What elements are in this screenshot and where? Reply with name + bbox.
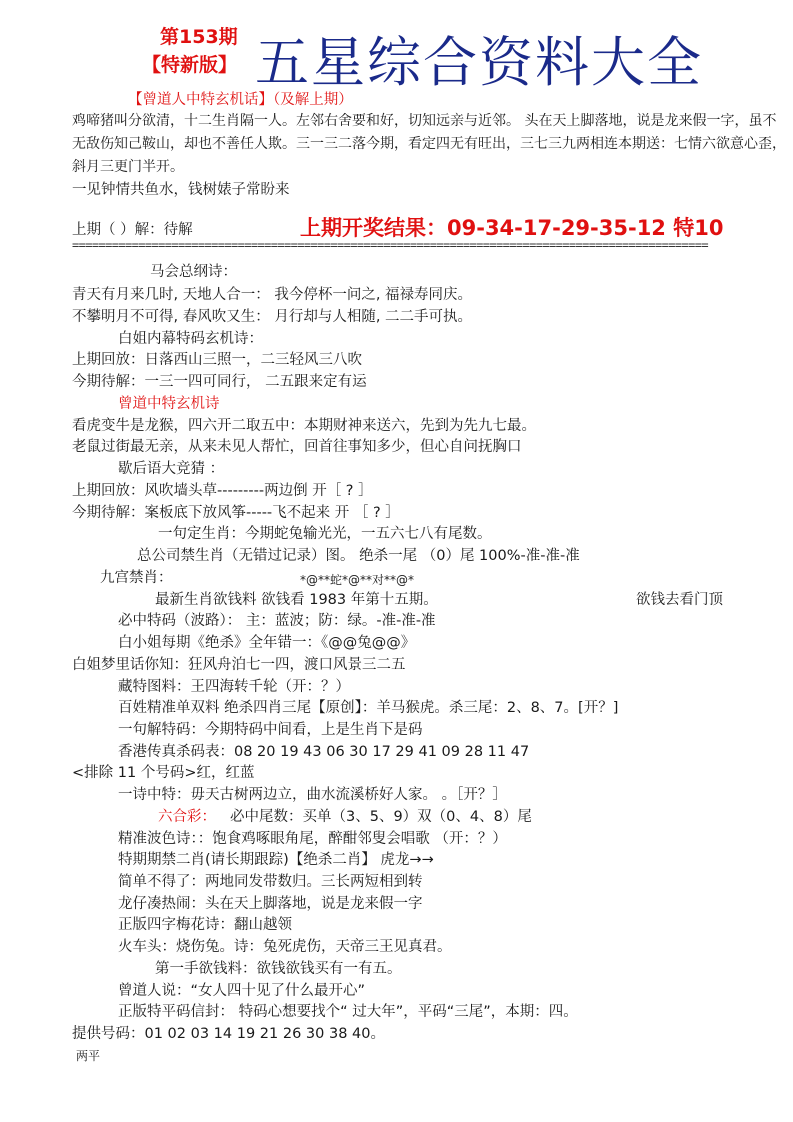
intro-paragraph: 鸡啼猪叫分欲清，十二生肖隔一人。左邻右舍要和好，切知远亲与近邻。 头在天上脚落地，说是龙来假一字，虽不无敌伤知己鞍山，却也不善任人欺。三一三二落今期，看定四无有旺出，三七三九两相连本期送：七情六欲意心歪，斜月三更门半开。 [72,113,786,175]
text-line: *@**蛇*@**对**@* [300,573,415,587]
text-line: 欲钱去看门顶 [636,592,723,608]
text-line: 上期回放：日落西山三照一，二三轻风三八吹 [72,352,362,368]
text-line: 上期回放：风吹墙头草---------两边倒 开［ ? ］ [72,483,373,499]
text-line: 白姐梦里话你知：狂风舟泊七一四，渡口风景三二五 [72,657,406,673]
text-line: 两平 [76,1049,101,1063]
draw-result: 上期开奖结果：09-34-17-29-35-12 特10 [300,216,724,240]
text-line: 六合彩： [158,809,216,825]
page-title: 五星综合资料大全 [255,31,703,94]
text-line: 曾道人说：“女人四十见了什么最开心” [118,983,366,999]
text-line: 最新生肖欲钱料 欲钱看 1983 年第十五期。 [155,592,438,608]
text-line: 看虎变牛是龙猴，四六开二取五中：本期财神来送六，先到为先九七最。 [72,418,536,434]
text-line: 提供号码：01 02 03 14 19 21 26 30 38 40。 [72,1026,385,1042]
text-line: 一诗中特：毋天古树两边立，曲水流溪桥好人家。 。［开？］ [118,787,507,803]
text-line: 正版四字梅花诗：翻山越领 [118,917,292,933]
text-line: 第一手欲钱料：欲钱欲钱买有一有五。 [155,961,402,977]
text-line: 曾道中特玄机诗 [118,396,220,412]
text-line: 简单不得了：两地同发带数归。三长两短相到转 [118,874,423,890]
text-line: 青天有月来几时, 天地人合一： 我今停杯一问之, 福禄寿同庆。 [72,287,473,303]
text-line: 总公司禁生肖（无错过记录）图。 绝杀一尾 （0）尾 100%-准-准-准 [137,548,580,564]
text-line: 龙仔凑热闹：头在天上脚落地，说是龙来假一字 [118,896,423,912]
text-line: 不攀明月不可得, 春风吹又生： 月行却与人相随, 二二手可执。 [72,309,473,325]
text-line: 正版特平码信封： 特码心想要找个“ 过大年”，平码“三尾”，本期：四。 [118,1004,578,1020]
text-line: 精准波色诗：：饱食鸡啄眼角尾，醉酣邻叟会唱歌 （开：？） [118,831,507,847]
text-line: 必中特码（波路）： 主：蓝波；防：绿。-准-准-准 [118,613,436,629]
last-period-label: 上期（ ）解：待解 [72,222,193,238]
text-line: 藏特图料：王四海转千轮（开：？） [118,679,350,695]
edition-label: 【特新版】 [142,54,238,76]
text-line: 白姐内幕特码玄机诗： [118,331,263,347]
text-line: 白小姐每期《绝杀》全年错一：《@@兔@@》 [118,635,416,651]
text-line: 火车头：烧伤兔。诗：兔死虎伤，天帝三王见真君。 [118,939,452,955]
text-line: 今期待解：一三一四可同行， 二五跟来定有运 [72,374,367,390]
text-line: 百姓精准单双料 绝杀四肖三尾【原创】：羊马猴虎。杀三尾：2、8、7。[开？] [118,700,619,716]
text-line: <排除 11 个号码>红，红蓝 [72,765,255,781]
text-line: 老鼠过街最无亲，从来未见人帮忙，回首往事知多少，但心自问抚胸口 [72,439,522,455]
text-line: 特期期禁二肖(请长期跟踪)【绝杀二肖】 虎龙→→ [118,852,434,868]
text-line: 必中尾数：买单（3、5、9）双（0、4、8）尾 [230,809,532,825]
text-line: 一句解特码：今期特码中间看，上是生肖下是码 [118,722,423,738]
text-line: 一句定生肖：今期蛇兔输光光，一五六七八有尾数。 [158,526,492,542]
text-line: 香港传真杀码表：08 20 19 43 06 30 17 29 41 09 28 11 47 [118,744,530,760]
issue-number: 第153期 [160,26,238,48]
text-line: 马会总纲诗： [150,264,237,280]
text-line: 九宫禁肖： [100,570,173,586]
text-line: 歇后语大竞猜 ： [118,461,225,477]
intro-line: 一见钟情共鱼水，钱树婊子常盼来 [72,182,290,198]
intro-heading: 【曾道人中特玄机话】（及解上期） [128,92,353,108]
separator-line: ================================================================================================ [72,238,708,252]
text-line: 今期待解：案板底下放风筝-----飞不起来 开 ［ ? ］ [72,505,400,521]
